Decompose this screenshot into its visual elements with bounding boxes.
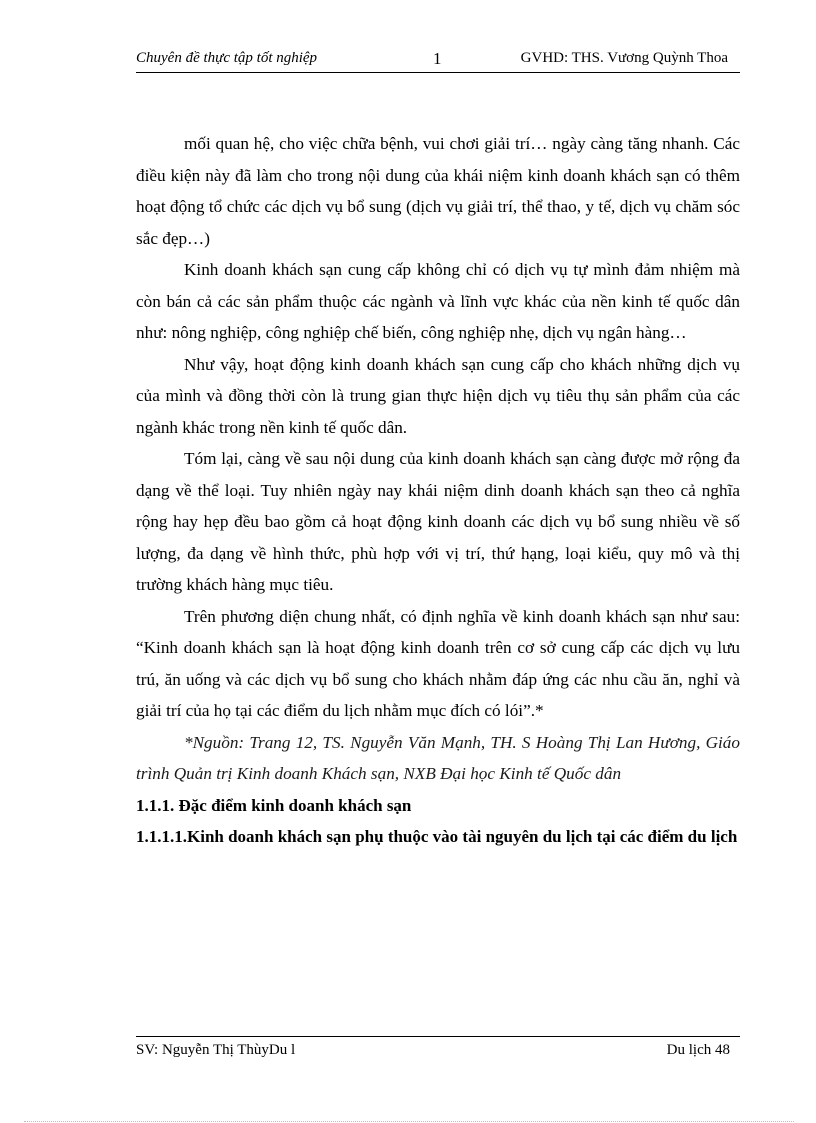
body-paragraph: mối quan hệ, cho việc chữa bệnh, vui chơi giải trí… ngày càng tăng nhanh. Các điều kiện này đã làm cho trong nội dung của khái niệm kinh doanh khách sạn có thêm hoạt động tổ chức các dịch vụ bổ sung (dịch vụ giải trí, thể thao, y tế, dịch vụ chăm sóc sắc đẹp…) [136,134,740,248]
footer-student: SV: Nguyễn Thị ThùyDu l [136,1042,296,1058]
section-heading: 1.1.1. Đặc điểm kinh doanh khách sạn [136,795,412,815]
header-report-title: Chuyên đề thực tập tốt nghiệp [136,50,318,66]
body-paragraph: Trên phương diện chung nhất, có định nghĩa về kinh doanh khách sạn như sau: “Kinh doanh khách sạn là hoạt động kinh doanh trên cơ sở cung cấp các dịch vụ lưu trú, ăn uống và các dịch vụ bổ sung cho khách nhằm đáp ứng các nhu cầu ăn, nghỉ và giải trí của họ tại các điểm du lịch nhằm mục đích có lói”.* [136,606,740,720]
page-edge-divider [24,1121,794,1122]
footer-class: Du lịch 48 [666,1042,730,1058]
source-note: *Nguồn: Trang 12, TS. Nguyễn Văn Mạnh, TH. S Hoàng Thị Lan Hương, Giáo trình Quản trị Kinh doanh Khách sạn, NXB Đại học Kinh tế Quốc dân [136,732,740,783]
page-body [136,128,740,853]
subsection-heading: 1.1.1.1.Kinh doanh khách sạn phụ thuộc vào tài nguyên du lịch tại các điểm du lịch [136,827,738,846]
header-page-number: 1 [433,49,442,68]
header-supervisor: GVHD: THS. Vương Quỳnh Thoa [520,50,728,66]
page-header [136,46,740,73]
body-paragraph: Như vậy, hoạt động kinh doanh khách sạn cung cấp cho khách những dịch vụ của mình và đồng thời còn là trung gian thực hiện dịch vụ tiêu thụ sản phẩm của các ngành khác trong nền kinh tế quốc dân. [136,354,740,437]
body-paragraph: Kinh doanh khách sạn cung cấp không chỉ có dịch vụ tự mình đảm nhiệm mà còn bán cả các sản phẩm thuộc các ngành và lĩnh vực khác của nền kinh tế quốc dân như: nông nghiệp, công nghiệp chế biến, công nghiệp nhẹ, dịch vụ ngân hàng… [136,260,740,342]
body-paragraph: Tóm lại, càng về sau nội dung của kinh doanh khách sạn càng được mở rộng đa dạng về thể loại. Tuy nhiên ngày nay khái niệm dinh doanh khách sạn theo cả nghĩa rộng hay hẹp đều bao gồm cả hoạt động kinh doanh các dịch vụ bổ sung nhiều về số lượng, đa dạng về hình thức, phù hợp với vị trí, thứ hạng, loại kiểu, quy mô và thị trường khách hàng mục tiêu. [136,449,740,594]
page-footer [136,1036,740,1058]
